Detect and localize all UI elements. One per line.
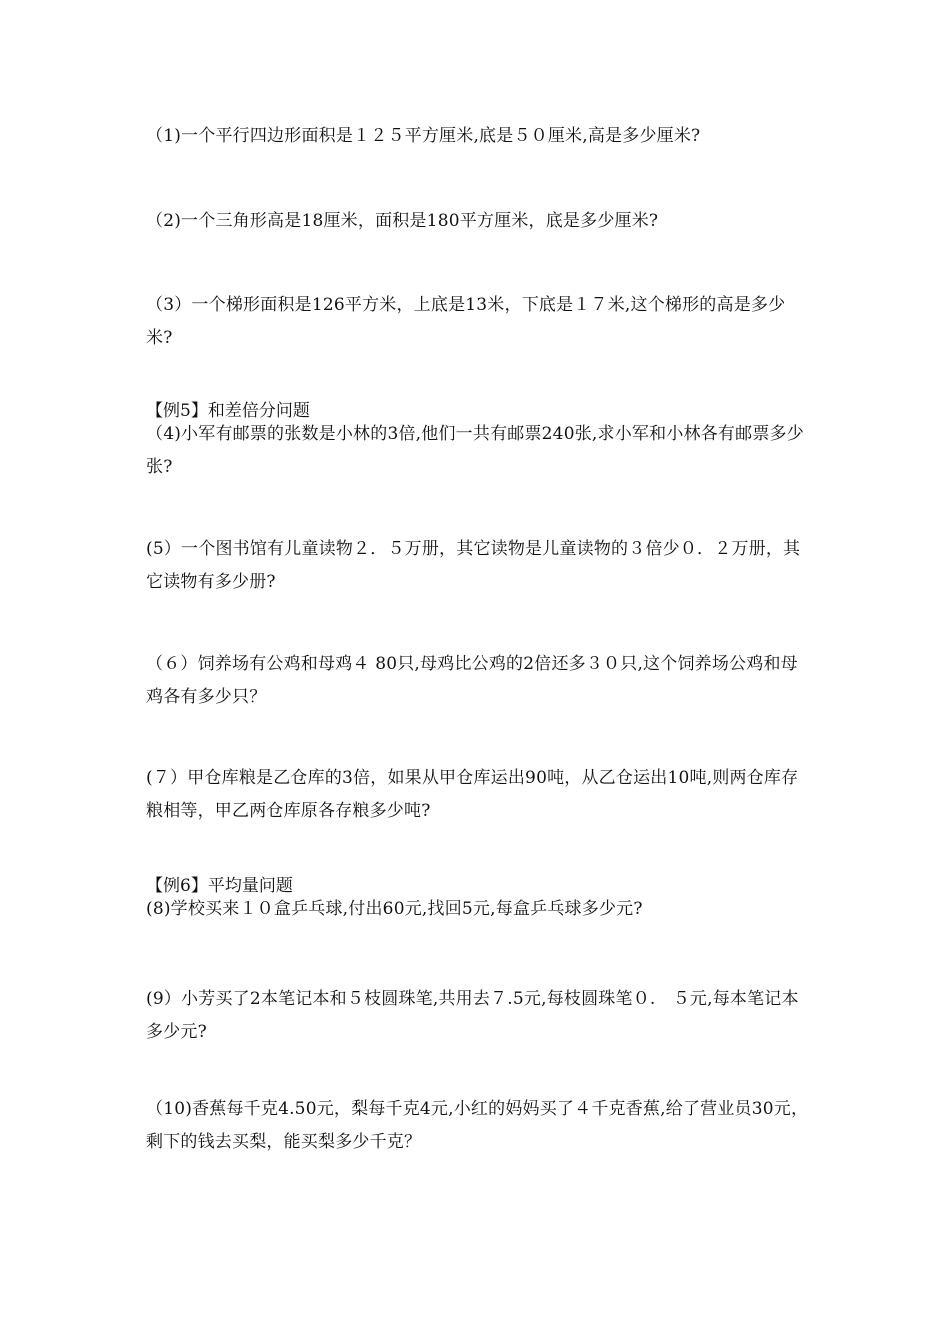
problem-4: （4)小军有邮票的张数是小林的3倍,他们一共有邮票240张,求小军和小林各有邮票多少张? [146,424,804,477]
problem-2: （2)一个三角形高是18厘米，面积是180平方厘米，底是多少厘米? [146,211,659,231]
problem-3: （3）一个梯形面积是126平方米，上底是13米，下底是１７米,这个梯形的高是多少米? [146,295,786,348]
problem-1: （1)一个平行四边形面积是１２５平方厘米,底是５０厘米,高是多少厘米? [146,126,701,146]
problem-7: (７）甲仓库粮是乙仓库的3倍，如果从甲仓库运出90吨，从乙仓运出10吨,则两仓库存粮相等，甲乙两仓库原各存粮多少吨? [146,768,799,821]
problem-6: （６）饲养场有公鸡和母鸡４ 80只,母鸡比公鸡的2倍还多３０只,这个饲养场公鸡和母鸡各有多少只？ [146,654,798,707]
problem-5: (5）一个图书馆有儿童读物２．５万册，其它读物是儿童读物的３倍少０．２万册，其它读物有多少册? [146,539,801,592]
example-6-heading: 【例6】平均量问题 [146,876,293,896]
problem-8: (8)学校买来１０盒乒乓球,付出60元,找回5元,每盒乒乓球多少元? [146,899,643,919]
problem-9: (9）小芳买了2本笔记本和５枝圆珠笔,共用去７.5元,每枝圆珠笔０. ５元,每本笔记本多少元? [146,989,799,1042]
example-5-heading: 【例5】和差倍分问题 [146,401,310,421]
problem-10: （10)香蕉每千克4.50元，梨每千克4元,小红的妈妈买了４千克香蕉,给了营业员30元，剩下的钱去买梨，能买梨多少千克？ [146,1099,809,1152]
